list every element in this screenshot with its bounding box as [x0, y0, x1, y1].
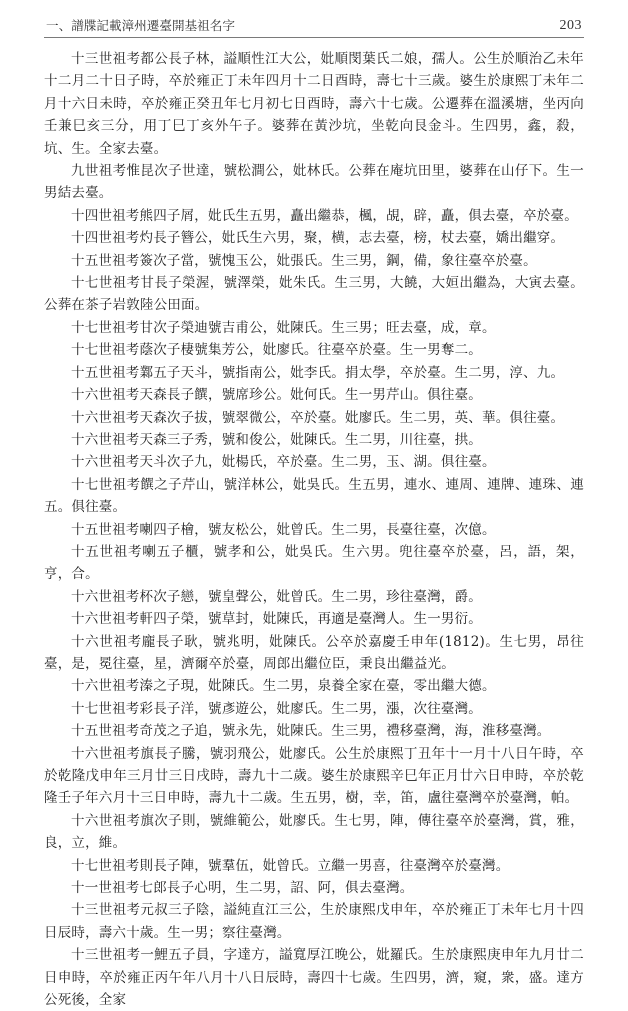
genealogy-entry: 十三世祖考都公長子林，謚順性江大公，妣順閔葉氏二娘，孺人。公生於順治乙未年十二月二十日子時，卒於雍正丁未年四月十二日酉時，壽七十三歲。婆生於康熙丁未年二月十六日未時，卒於雍正癸丑年七月初七日酉時，壽六十七歲。公遷葬在溫溪塘，坐丙向壬兼巳亥三分，用丁巳丁亥外午子。婆葬在黃沙坑，坐乾向艮金斗。生四男，鑫，殺，坑、生。全家去臺。: [44, 51, 584, 157]
genealogy-entry: 九世祖考惟昆次子世達，號松澗公，妣林氏。公葬在庵坑田里，婆葬在山仔下。生一男結去臺。: [44, 163, 584, 202]
genealogy-entry: 十六世祖考天森次子拔，號翠微公，卒於臺。妣廖氏。生二男，英、華。俱往臺。: [71, 409, 565, 426]
genealogy-entry: 十六世祖考旗長子騰，號羽飛公，妣廖氏。公生於康熙丁丑年十一月十八日午時，卒於乾隆戊申年三月廿三日戌時，壽九十二歲。婆生於康熙辛巳年正月廿六日申時，卒於乾隆壬子年六月十三日申時，壽九十二歲。生五男，樹，幸，笛，盧往臺灣卒於臺灣，帕。: [44, 745, 584, 807]
genealogy-entry: 十五世祖考奇茂之子追，號永先，妣陳氏。生三男，禮移臺灣，海，淮移臺灣。: [71, 723, 551, 740]
genealogy-entry: 十六世祖考軒四子榮，號草封，妣陳氏，再適是臺灣人。生一男衍。: [71, 611, 482, 628]
running-header: [44, 12, 584, 38]
genealogy-entry: 十六世祖考杯次子戀，號皇聲公，妣曾氏。生二男，珍往臺灣，爵。: [71, 588, 482, 605]
genealogy-entry: 十五世祖考喇五子櫃，號孝和公，妣吳氏。生六男。兜往臺卒於臺，呂，語，架，亨，合。: [44, 543, 584, 583]
section-title: 一、譜牒記載漳州遷臺開基祖名字: [46, 18, 235, 33]
genealogy-entry: 十五世祖考鄴五子天斗，號指南公，妣李氏。捐太學，卒於臺。生二男，淳、九。: [71, 364, 565, 381]
genealogy-entry: 十六世祖考天森長子饌，號席珍公。妣何氏。生一男芹山。俱往臺。: [71, 387, 482, 404]
genealogy-entry: 十六世祖考溱之子現，妣陳氏。生二男，泉養全家在臺，零出繼大德。: [71, 678, 496, 695]
genealogy-entry: 十四世祖考熊四子屑，妣氏生五男，矗出繼恭，楓，覘，辟，矗，俱去臺，卒於臺。: [71, 207, 578, 224]
genealogy-entry: 十六世祖考旗次子則，號維範公，妣廖氏。生七男，陣，傳往臺卒於臺灣，賞，雅，良，立，維。: [44, 812, 584, 852]
genealogy-entry: 十一世祖考七郎長子心明，生二男，詔、阿，俱去臺灣。: [71, 880, 414, 897]
genealogy-entry: 十六世祖考天斗次子九，妣楊氏，卒於臺。生二男，玉、湖。俱往臺。: [71, 454, 496, 471]
genealogy-entry: 十三世祖考元叔三子陰，謚純直江三公，生於康熙戊申年，卒於雍正丁未年七月十四日辰時，壽六十歲。生一男；察往臺灣。: [44, 902, 584, 941]
genealogy-entry: 十七世祖考饌之子芹山，號洋林公，妣吳氏。生五男，連水、連周、連牌、連珠、連五。俱往臺。: [44, 476, 584, 516]
genealogy-entry: 十七世祖考甘長子榮渥，號澤榮，妣朱氏。生三男，大饒，大姮出繼為，大寅去臺。公葬在茶子岩敦陸公田面。: [44, 275, 584, 314]
genealogy-entry: 十五世祖考簽次子當，號愧玉公，妣張氏。生三男，鋼，備，象往臺卒於臺。: [71, 252, 537, 269]
genealogy-entry: 十七世祖考則長子陣，號羣伍，妣曾氏。立繼一男喜，往臺灣卒於臺灣。: [71, 857, 510, 874]
page-number: 203: [559, 18, 582, 33]
genealogy-entry: 十七世祖考蔭次子棲號集芳公，妣廖氏。往臺卒於臺。生一男奪二。: [71, 342, 482, 359]
genealogy-entry: 十七世祖考甘次子榮迪號吉甫公，妣陳氏。生三男；旺去臺，成，章。: [71, 319, 496, 336]
genealogy-entries: [44, 48, 584, 1011]
genealogy-entry: 十四世祖考灼長子簪公，妣氏生六男，聚，横，志去臺，榜，杖去臺，嬌出繼穿。: [71, 230, 565, 247]
genealogy-entry: 十六世祖考天森三子秀，號和俊公，妣陳氏。生二男，川往臺，拱。: [71, 431, 482, 448]
genealogy-entry: 十七世祖考彩長子洋，號彥遊公，妣廖氏。生二男，漲，次往臺灣。: [71, 700, 482, 717]
genealogy-entry: 十五世祖考喇四子檜，號友松公，妣曾氏。生二男，長臺往臺，次億。: [71, 521, 496, 538]
genealogy-entry: 十六世祖考龐長子耿，號兆明，妣陳氏。公卒於嘉慶壬申年(1812)。生七男，昂往臺，是，冕往臺，星，濟爾卒於臺，周郎出繼位臣，秉良出繼益光。: [44, 633, 584, 672]
genealogy-entry: 十三世祖考一鯉五子員，字達方，謚寬厚江晚公，妣羅氏。生於康熙庚申年九月廿二日申時，卒於雍正丙午年八月十八日辰時，壽四十七歲。生四男，濟，窺，衆，盛。達方公死後，全家: [44, 947, 584, 1009]
